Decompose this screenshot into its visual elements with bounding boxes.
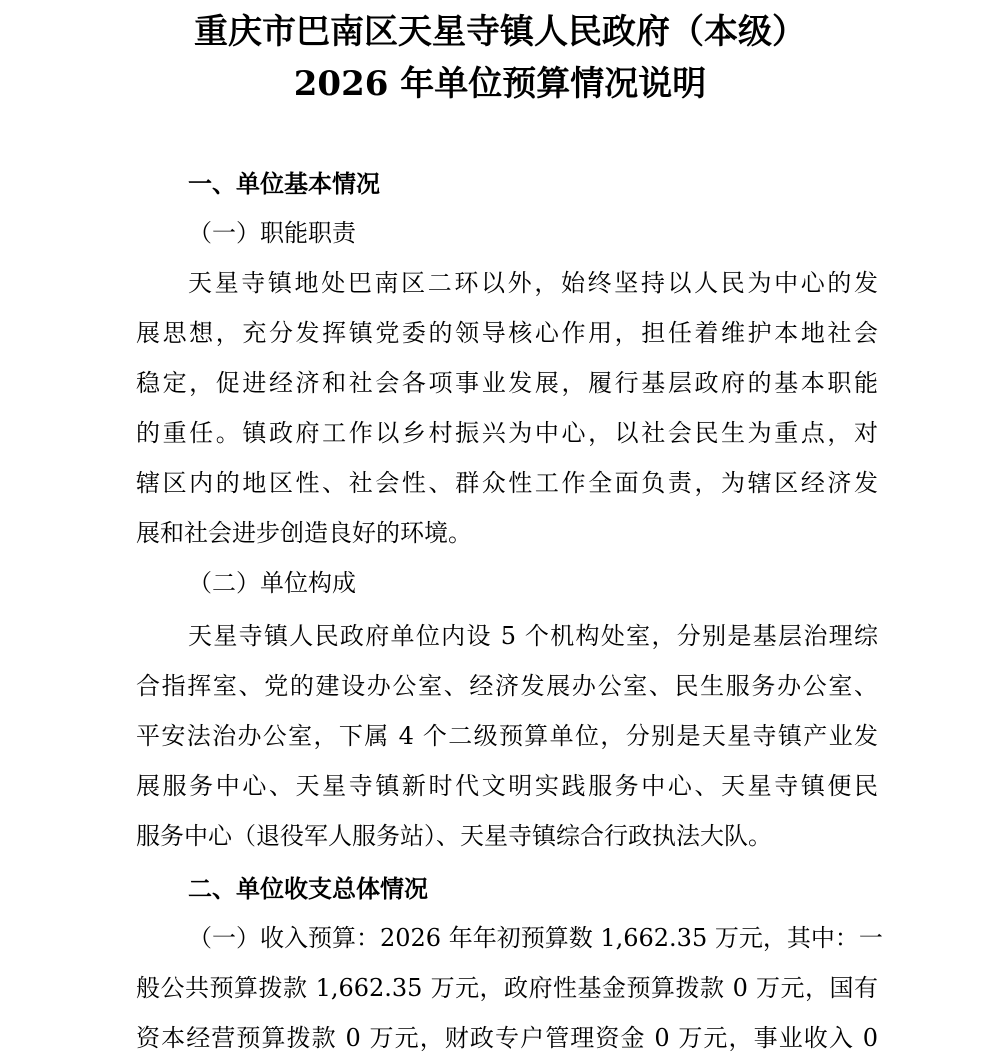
- document-title-line2: 2026 年单位预算情况说明: [293, 64, 707, 104]
- paragraph-line: 服务中心（退役军人服务站）、天星寺镇综合行政执法大队。: [136, 822, 772, 850]
- paragraph-line: 展思想，充分发挥镇党委的领导核心作用，担任着维护本地社会: [136, 319, 878, 347]
- paragraph-line: 的重任。镇政府工作以乡村振兴为中心，以社会民生为重点，对: [136, 419, 878, 447]
- paragraph-line: 辖区内的地区性、社会性、群众性工作全面负责，为辖区经济发: [136, 469, 878, 497]
- paragraph-line: 天星寺镇地处巴南区二环以外，始终坚持以人民为中心的发: [188, 269, 878, 297]
- document-title-line1: 重庆市巴南区天星寺镇人民政府（本级）: [194, 12, 806, 52]
- paragraph-line: （一）收入预算：2026 年年初预算数 1,662.35 万元，其中：一: [188, 924, 883, 952]
- paragraph-line: 资本经营预算拨款 0 万元，财政专户管理资金 0 万元，事业收入 0: [136, 1024, 878, 1052]
- section1-sub2-heading: （二）单位构成: [188, 569, 356, 597]
- paragraph-line: 稳定，促进经济和社会各项事业发展，履行基层政府的基本职能: [136, 369, 878, 397]
- paragraph-line: 天星寺镇人民政府单位内设 5 个机构处室，分别是基层治理综: [188, 622, 878, 650]
- section2-heading: 二、单位收支总体情况: [188, 875, 428, 903]
- section1-heading: 一、单位基本情况: [188, 170, 380, 198]
- paragraph-line: 般公共预算拨款 1,662.35 万元，政府性基金预算拨款 0 万元，国有: [136, 974, 878, 1002]
- section1-sub1-heading: （一）职能职责: [188, 219, 356, 247]
- paragraph-line: 展和社会进步创造良好的环境。: [136, 519, 472, 547]
- paragraph-line: 展服务中心、天星寺镇新时代文明实践服务中心、天星寺镇便民: [136, 772, 878, 800]
- paragraph-line: 合指挥室、党的建设办公室、经济发展办公室、民生服务办公室、: [136, 672, 878, 700]
- paragraph-line: 平安法治办公室，下属 4 个二级预算单位，分别是天星寺镇产业发: [136, 722, 878, 750]
